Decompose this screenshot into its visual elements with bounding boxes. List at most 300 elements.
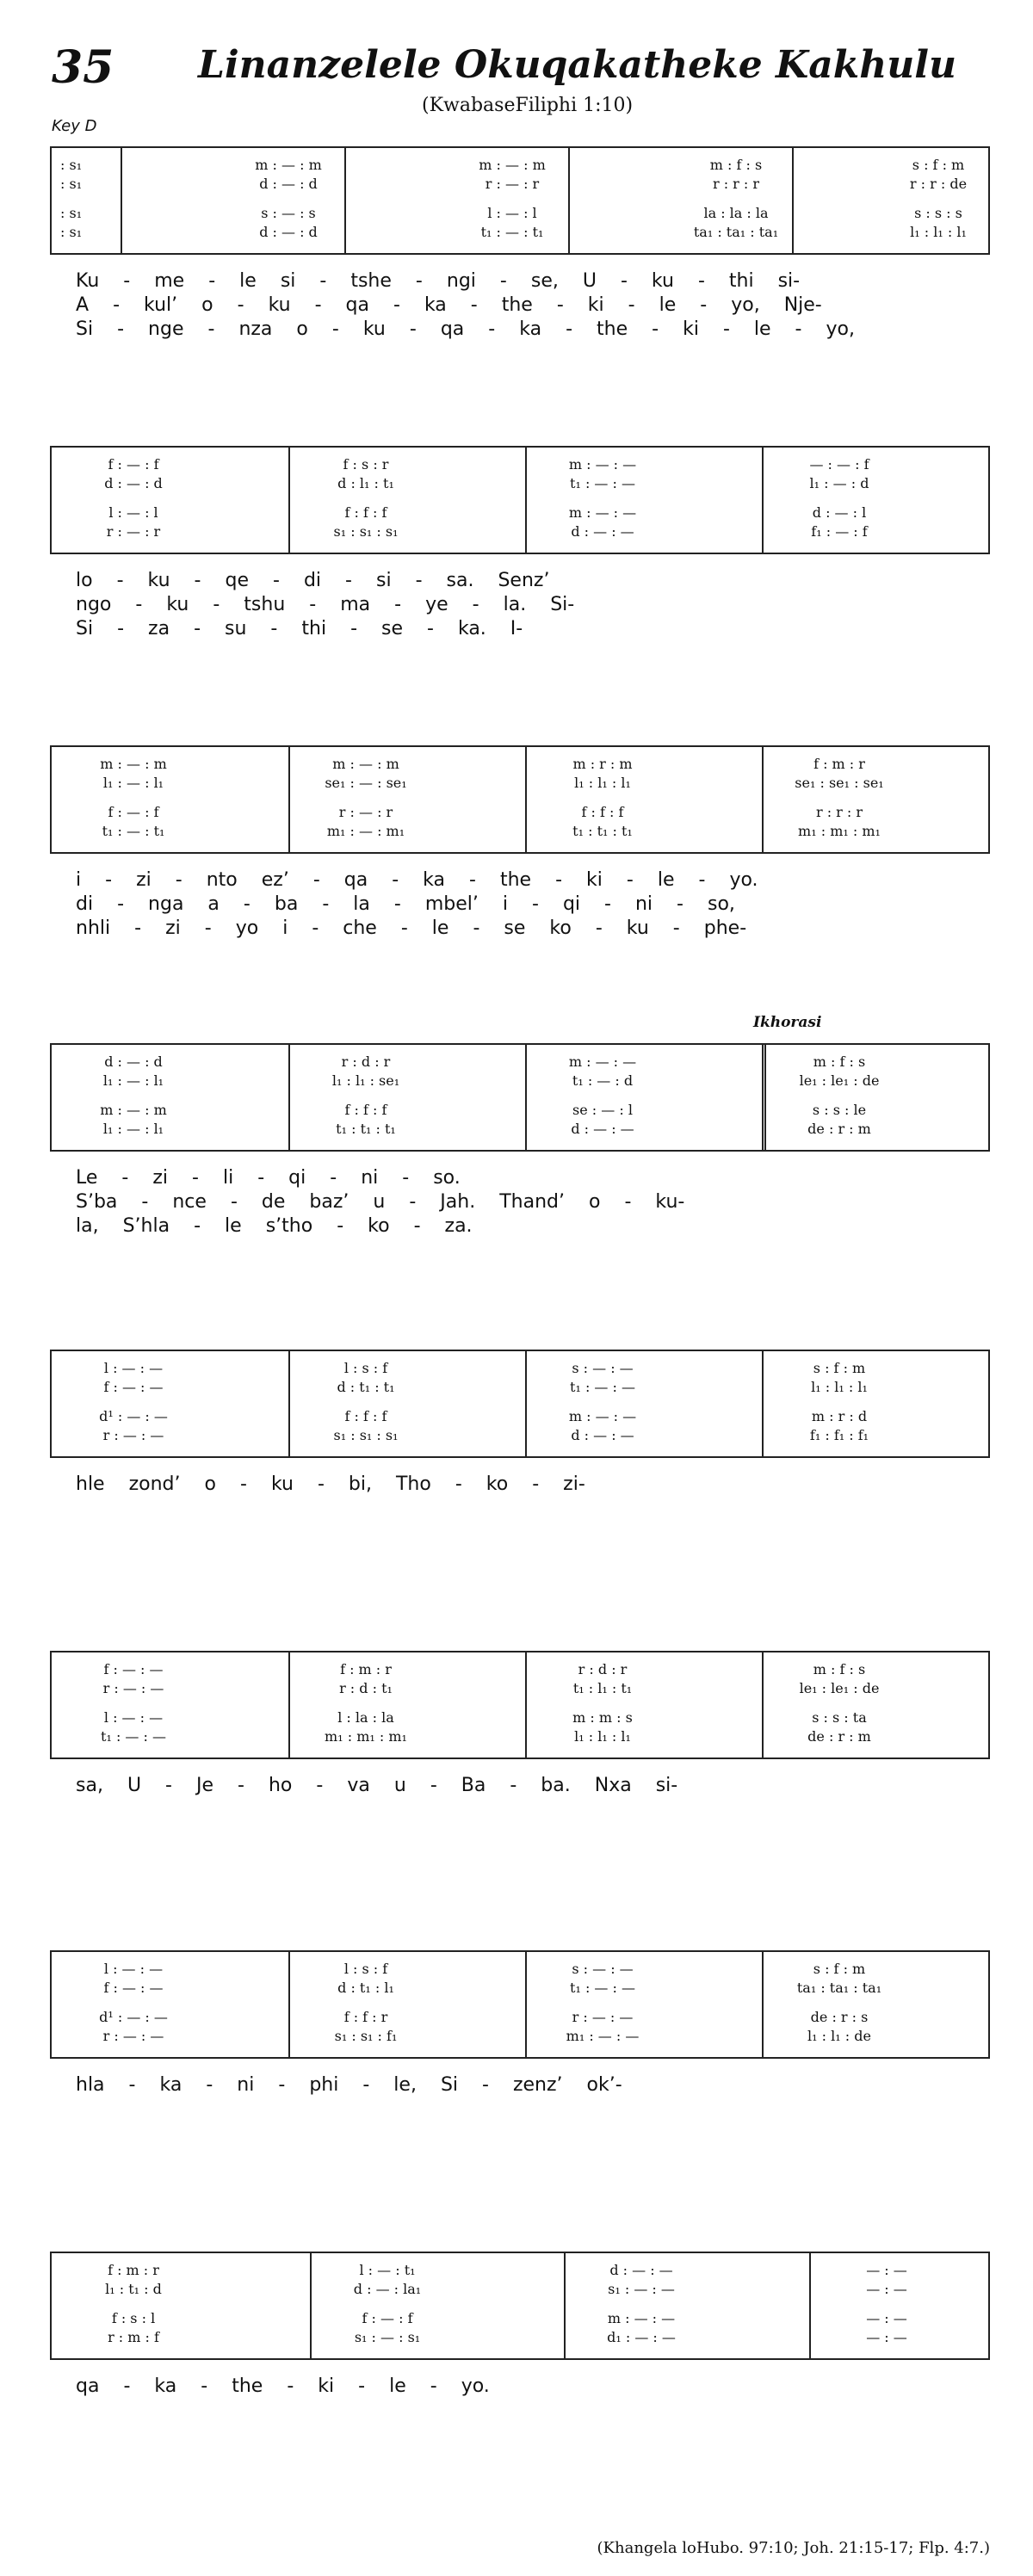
solfa-notes: m : — : m <box>332 756 399 772</box>
lyric-syllable: - <box>230 1191 238 1213</box>
solfa-notes: s : s : le <box>812 1102 867 1118</box>
lyric-syllable: ba. <box>541 1775 571 1796</box>
lyric-syllable: - <box>697 270 705 292</box>
solfa-notes: m₁ : m₁ : m₁ <box>325 1728 407 1745</box>
lyric-syllable: Ku <box>76 270 100 292</box>
solfa-notes: d : — : — <box>571 523 634 540</box>
lyrics-block <box>50 570 990 656</box>
lyric-syllable: - <box>331 318 339 340</box>
solfa-notes: d : — : d <box>104 1053 163 1070</box>
lyric-syllable: - <box>134 917 142 939</box>
solfa-notes: d : — : d <box>259 176 318 192</box>
tonic-solfa-staff <box>50 446 990 554</box>
solfa-notes: s : f : m <box>813 1360 866 1376</box>
solfa-notes: f : — : — <box>103 1379 164 1395</box>
lyric-syllable: the <box>501 294 533 316</box>
lyric-line <box>76 893 981 915</box>
lyric-syllable: de <box>261 1191 286 1213</box>
lyric-syllable: li <box>222 1167 234 1189</box>
solfa-notes: ta₁ : ta₁ : ta₁ <box>796 1980 882 1996</box>
solfa-notes: l₁ : l₁ : l₁ <box>574 775 631 791</box>
solfa-notes: r : — : — <box>102 1427 164 1443</box>
tonic-solfa-staff <box>50 1043 990 1152</box>
tonic-solfa-staff <box>50 1350 990 1458</box>
solfa-notes: s₁ : s₁ : f₁ <box>334 2028 398 2044</box>
lyric-syllable: nza <box>238 318 273 340</box>
bar-line <box>121 148 122 253</box>
lyric-syllable: the <box>597 318 628 340</box>
solfa-notes: f : f : f <box>344 504 387 521</box>
lyric-syllable: - <box>358 2375 366 2397</box>
lyric-syllable: - <box>213 594 220 615</box>
solfa-notes: s₁ : s₁ : s₁ <box>333 1427 399 1443</box>
solfa-notes: t₁ : — : — <box>570 1379 635 1395</box>
tonic-solfa-staff <box>50 2252 990 2360</box>
chorus-label: Ikhorasi <box>753 1014 822 1031</box>
solfa-notes: l : s : f <box>343 1961 388 1977</box>
lyric-syllable: o <box>204 1473 216 1495</box>
lyric-syllable: - <box>194 1215 201 1237</box>
lyric-syllable: - <box>105 869 113 891</box>
lyric-syllable: kul’ <box>144 294 178 316</box>
lyrics-block <box>50 1775 990 1861</box>
solfa-notes: l : — : — <box>103 1961 164 1977</box>
solfa-notes: l₁ : l₁ : l₁ <box>910 224 967 240</box>
solfa-notes: l₁ : — : d <box>809 475 869 491</box>
solfa-notes: f : m : r <box>813 756 865 772</box>
lyric-syllable: bi, <box>348 1473 372 1495</box>
solfa-notes: s : s : ta <box>812 1709 867 1726</box>
solfa-notes: l₁ : l₁ : l₁ <box>811 1379 868 1395</box>
solfa-notes: d₁ : — : — <box>607 2329 676 2345</box>
lyric-syllable: - <box>316 1775 324 1796</box>
lyric-syllable: Thand’ <box>499 1191 565 1213</box>
solfa-notes: se₁ : — : se₁ <box>325 775 407 791</box>
lyric-syllable: - <box>472 594 479 615</box>
solfa-notes: m : f : s <box>813 1053 866 1070</box>
lyric-syllable: - <box>427 618 434 639</box>
solfa-notes: m : — : — <box>607 2310 676 2326</box>
lyric-syllable: - <box>470 294 478 316</box>
solfa-notes: f₁ : — : f <box>811 523 868 540</box>
lyric-syllable: - <box>117 618 125 639</box>
lyric-syllable: Si- <box>550 594 575 615</box>
solfa-notes: f : f : r <box>343 2009 388 2025</box>
lyric-syllable: Ba <box>461 1775 486 1796</box>
lyric-syllable: - <box>532 1473 540 1495</box>
lyric-syllable: - <box>393 893 401 915</box>
lyric-syllable: le <box>657 869 675 891</box>
lyric-syllable: o <box>588 1191 601 1213</box>
lyric-syllable: - <box>194 618 201 639</box>
lyric-syllable: - <box>317 1473 325 1495</box>
lyric-syllable: - <box>394 594 402 615</box>
lyric-syllable: Senz’ <box>498 570 550 591</box>
lyric-syllable: che <box>343 917 377 939</box>
solfa-notes: f : — : f <box>108 804 159 820</box>
lyric-syllable: o <box>201 294 213 316</box>
lyric-syllable: ngo <box>76 594 112 615</box>
lyric-syllable: - <box>312 917 319 939</box>
tonic-solfa-staff <box>50 1950 990 2059</box>
solfa-notes: f : — : f <box>362 2310 413 2326</box>
footer-references: (Khangela loHubo. 97:10; Joh. 21:15-17; Flp. 4:7.) <box>597 2539 990 2557</box>
lyric-syllable: - <box>413 1215 421 1237</box>
lyrics-block <box>50 1473 990 1560</box>
lyric-syllable: - <box>273 570 280 591</box>
solfa-notes: : s₁ <box>60 224 83 240</box>
lyric-syllable: ez’ <box>261 869 289 891</box>
lyric-syllable: Le <box>76 1167 98 1189</box>
lyric-syllable: ni <box>237 2074 255 2096</box>
solfa-notes: r : r : de <box>909 176 968 192</box>
lyric-syllable: u <box>373 1191 386 1213</box>
lyric-syllable: - <box>337 1215 344 1237</box>
lyric-syllable: zenz’ <box>512 2074 563 2096</box>
lyric-syllable: qi <box>288 1167 306 1189</box>
lyric-syllable: Si <box>440 2074 459 2096</box>
lyric-line <box>76 869 981 891</box>
solfa-notes: d : — : l <box>812 504 867 521</box>
lyric-syllable: la <box>353 893 370 915</box>
lyric-syllable: di <box>76 893 94 915</box>
lyric-syllable: va <box>347 1775 370 1796</box>
solfa-notes: s₁ : s₁ : s₁ <box>333 523 399 540</box>
lyric-syllable: - <box>620 270 628 292</box>
lyric-syllable: - <box>192 1167 199 1189</box>
solfa-notes: d : l₁ : t₁ <box>337 475 394 491</box>
solfa-notes: m : f : s <box>709 157 763 173</box>
lyric-syllable: - <box>409 1191 417 1213</box>
lyric-syllable: i <box>282 917 288 939</box>
scripture-reference: (KwabaseFiliphi 1:10) <box>422 95 634 116</box>
lyric-syllable: - <box>239 1473 247 1495</box>
lyric-syllable: ni <box>634 893 653 915</box>
lyric-syllable: - <box>350 618 358 639</box>
lyric-syllable: nce <box>172 1191 207 1213</box>
hymn-title: Linanzelele Okuqakatheke Kakhulu <box>198 43 956 87</box>
solfa-notes: l : — : — <box>103 1709 164 1726</box>
lyric-syllable: lo <box>76 570 93 591</box>
solfa-notes: t₁ : — : d <box>572 1072 634 1089</box>
lyric-syllable: ho <box>268 1775 293 1796</box>
lyric-line <box>76 1473 981 1495</box>
music-system <box>50 146 990 356</box>
solfa-notes: l₁ : t₁ : d <box>105 2281 162 2297</box>
solfa-notes: r : — : — <box>572 2009 634 2025</box>
lyric-syllable: qi <box>562 893 581 915</box>
lyric-syllable: le <box>431 917 449 939</box>
lyric-syllable: Je <box>196 1775 214 1796</box>
lyric-syllable: thi <box>301 618 327 639</box>
solfa-notes: f : m : r <box>108 2262 159 2278</box>
solfa-notes: l : — : l <box>487 205 537 221</box>
solfa-notes: l₁ : — : l₁ <box>102 1121 164 1137</box>
tonic-solfa-staff <box>50 1651 990 1759</box>
lyric-syllable: ki <box>318 2375 335 2397</box>
solfa-notes: f : m : r <box>340 1661 392 1677</box>
lyric-syllable: - <box>469 869 476 891</box>
lyric-syllable: - <box>312 869 320 891</box>
solfa-notes: r : d : r <box>578 1661 628 1677</box>
lyric-syllable: - <box>175 869 182 891</box>
key-signature: Key D <box>52 117 97 135</box>
solfa-notes: l : s : f <box>343 1360 388 1376</box>
lyric-syllable: la, <box>76 1215 99 1237</box>
solfa-notes: le₁ : le₁ : de <box>799 1072 880 1089</box>
solfa-notes: l : — : l <box>108 504 158 521</box>
solfa-notes: d : — : — <box>609 2262 673 2278</box>
lyric-syllable: tshu <box>244 594 286 615</box>
lyric-syllable: - <box>400 917 408 939</box>
solfa-notes: la : la : la <box>703 205 769 221</box>
lyric-syllable: - <box>123 270 131 292</box>
lyric-syllable: - <box>237 294 244 316</box>
lyric-syllable: - <box>123 2375 131 2397</box>
lyric-syllable: nhli <box>76 917 111 939</box>
lyric-line <box>76 594 981 615</box>
solfa-notes: de : r : s <box>810 2009 869 2025</box>
lyric-line <box>76 1215 981 1237</box>
lyric-syllable: zi <box>152 1167 169 1189</box>
lyric-syllable: yo. <box>461 2375 490 2397</box>
lyric-syllable: - <box>270 618 278 639</box>
lyric-syllable: o <box>296 318 308 340</box>
lyric-syllable: - <box>652 318 659 340</box>
lyric-line <box>76 917 981 939</box>
solfa-notes: — : — <box>866 2281 907 2297</box>
lyric-syllable: Si <box>76 318 94 340</box>
lyric-syllable: le <box>753 318 771 340</box>
lyrics-block <box>50 1167 990 1253</box>
lyric-syllable: ka <box>424 294 447 316</box>
lyric-syllable: ki <box>587 294 604 316</box>
solfa-notes: se₁ : se₁ : se₁ <box>795 775 884 791</box>
lyric-syllable: su <box>225 618 247 639</box>
lyrics-block <box>50 270 990 356</box>
lyric-syllable: si <box>280 270 296 292</box>
solfa-notes: t₁ : t₁ : t₁ <box>336 1121 396 1137</box>
solfa-notes: r : d : t₁ <box>339 1680 393 1696</box>
solfa-notes: d : — : — <box>571 1427 634 1443</box>
lyric-syllable: - <box>556 294 564 316</box>
lyric-syllable: ko <box>549 917 572 939</box>
solfa-notes: — : — : f <box>809 456 869 473</box>
lyric-syllable: - <box>624 1191 632 1213</box>
lyric-syllable: - <box>314 294 322 316</box>
lyric-syllable: nga <box>148 893 184 915</box>
solfa-notes: s : — : — <box>572 1360 634 1376</box>
lyric-syllable: - <box>499 270 507 292</box>
lyric-syllable: - <box>165 1775 172 1796</box>
lyric-syllable: - <box>510 1775 517 1796</box>
lyric-syllable: Nje- <box>783 294 822 316</box>
solfa-notes: — : — <box>866 2310 907 2326</box>
lyric-syllable: - <box>113 294 121 316</box>
solfa-notes: l₁ : — : l₁ <box>102 1072 164 1089</box>
lyric-syllable: yo. <box>729 869 758 891</box>
solfa-notes: f : f : f <box>581 804 624 820</box>
lyric-syllable: yo, <box>731 294 760 316</box>
solfa-notes: d : — : d <box>104 475 163 491</box>
lyric-syllable: zond’ <box>128 1473 181 1495</box>
lyric-syllable: i <box>502 893 508 915</box>
lyric-syllable: ku <box>651 270 674 292</box>
lyric-syllable: ka. <box>457 618 486 639</box>
lyric-syllable: sa. <box>446 570 474 591</box>
solfa-notes: — : — <box>866 2329 907 2345</box>
lyric-syllable: - <box>201 2375 208 2397</box>
lyric-line <box>76 270 981 292</box>
solfa-notes: f : — : f <box>108 456 159 473</box>
solfa-notes: s : f : m <box>912 157 965 173</box>
solfa-notes: r : m : f <box>108 2329 159 2345</box>
lyric-syllable: - <box>345 570 352 591</box>
solfa-notes: s : — : — <box>572 1961 634 1977</box>
lyric-syllable: sa, <box>76 1775 103 1796</box>
solfa-notes: m : — : m <box>100 1102 167 1118</box>
lyrics-block <box>50 2375 990 2462</box>
lyric-syllable: - <box>409 318 417 340</box>
hymn-header <box>52 34 981 155</box>
lyric-syllable: nto <box>206 869 238 891</box>
lyric-syllable: - <box>700 294 708 316</box>
lyric-syllable: le, <box>393 2074 417 2096</box>
solfa-notes: r : — : r <box>106 523 161 540</box>
solfa-notes: l₁ : l₁ : de <box>807 2028 871 2044</box>
lyric-syllable: ku <box>362 318 386 340</box>
solfa-notes: t₁ : — : — <box>570 475 635 491</box>
lyric-syllable: - <box>128 2074 136 2096</box>
solfa-notes: : s₁ <box>60 205 83 221</box>
solfa-notes: r : d : r <box>341 1053 391 1070</box>
lyric-syllable: ka <box>423 869 446 891</box>
lyric-syllable: - <box>482 2074 489 2096</box>
solfa-notes: d : t₁ : l₁ <box>337 1980 394 1996</box>
solfa-notes: se : — : l <box>572 1102 633 1118</box>
lyric-syllable: a <box>207 893 220 915</box>
music-system <box>50 1350 990 1560</box>
solfa-notes: r : — : — <box>102 1680 164 1696</box>
lyric-syllable: za <box>148 618 170 639</box>
lyric-syllable: U <box>127 1775 142 1796</box>
lyric-syllable: - <box>392 869 399 891</box>
solfa-notes: — : — <box>866 2262 907 2278</box>
solfa-notes: r : r : r <box>712 176 760 192</box>
lyric-syllable: - <box>626 869 634 891</box>
solfa-notes: l : la : la <box>337 1709 394 1726</box>
lyric-syllable: qa <box>440 318 465 340</box>
lyric-syllable: le <box>659 294 677 316</box>
solfa-notes: f : f : f <box>344 1408 387 1424</box>
lyric-line <box>76 618 981 639</box>
lyric-syllable: the <box>232 2375 263 2397</box>
music-system <box>50 1651 990 1861</box>
lyric-syllable: ok’- <box>586 2074 622 2096</box>
solfa-notes: ta₁ : ta₁ : ta₁ <box>693 224 779 240</box>
lyric-line <box>76 1775 981 1796</box>
lyric-syllable: so, <box>707 893 735 915</box>
lyric-syllable: - <box>698 869 706 891</box>
lyric-syllable: i <box>76 869 82 891</box>
lyric-syllable: u <box>393 1775 406 1796</box>
solfa-notes: t₁ : — : — <box>101 1728 166 1745</box>
lyric-syllable: S’hla <box>122 1215 170 1237</box>
music-system <box>50 745 990 955</box>
lyric-syllable: A <box>76 294 90 316</box>
lyric-syllable: si- <box>777 270 801 292</box>
lyric-line <box>76 570 981 591</box>
solfa-notes: : s₁ <box>60 157 83 173</box>
solfa-notes: l : — : — <box>103 1360 164 1376</box>
solfa-notes: t₁ : — : — <box>570 1980 635 1996</box>
lyric-syllable: - <box>415 570 423 591</box>
lyric-syllable: ko <box>368 1215 390 1237</box>
lyric-syllable: - <box>207 318 215 340</box>
solfa-notes: s : — : s <box>261 205 316 221</box>
solfa-notes: m : — : — <box>568 504 637 521</box>
lyric-syllable: - <box>117 318 125 340</box>
lyrics-block <box>50 2074 990 2160</box>
lyric-syllable: le <box>239 270 257 292</box>
lyric-syllable: hla <box>76 2074 105 2096</box>
lyric-syllable: - <box>257 1167 265 1189</box>
lyric-syllable: za. <box>444 1215 473 1237</box>
lyric-syllable: tshe <box>350 270 392 292</box>
lyric-syllable: ku <box>270 1473 294 1495</box>
lyric-syllable: le <box>389 2375 406 2397</box>
lyric-syllable: zi <box>136 869 152 891</box>
solfa-notes: l₁ : — : l₁ <box>102 775 164 791</box>
solfa-notes: m : — : m <box>255 157 322 173</box>
lyric-syllable: qa <box>343 869 368 891</box>
solfa-notes: m : r : m <box>572 756 633 772</box>
lyric-syllable: s’tho <box>265 1215 313 1237</box>
lyric-syllable: - <box>795 318 802 340</box>
solfa-notes: de : r : m <box>807 1121 871 1137</box>
solfa-notes: l₁ : l₁ : l₁ <box>574 1728 631 1745</box>
solfa-notes: r : — : r <box>338 804 393 820</box>
solfa-notes: d : — : — <box>571 1121 634 1137</box>
lyric-syllable: ku <box>147 570 170 591</box>
solfa-notes: s₁ : — : s₁ <box>354 2329 421 2345</box>
lyric-syllable: Si <box>76 618 94 639</box>
solfa-notes: t₁ : t₁ : t₁ <box>572 823 633 839</box>
lyric-syllable: le <box>225 1215 242 1237</box>
lyric-syllable: - <box>204 917 212 939</box>
lyric-syllable: - <box>677 893 684 915</box>
lyric-line <box>76 1167 981 1189</box>
solfa-notes: d¹ : — : — <box>99 1408 168 1424</box>
lyric-syllable: ku- <box>655 1191 685 1213</box>
solfa-notes: le₁ : le₁ : de <box>799 1680 880 1696</box>
lyric-syllable: - <box>531 893 539 915</box>
lyric-syllable: la. <box>503 594 527 615</box>
lyric-syllable: baz’ <box>309 1191 349 1213</box>
lyric-syllable: Tho <box>395 1473 431 1495</box>
lyric-syllable: ko <box>486 1473 509 1495</box>
solfa-notes: m₁ : — : m₁ <box>326 823 405 839</box>
lyric-syllable: se <box>504 917 526 939</box>
lyric-syllable: - <box>194 570 201 591</box>
solfa-notes: s : s : s <box>914 205 962 221</box>
solfa-notes: m : r : d <box>811 1408 868 1424</box>
lyric-syllable: - <box>455 1473 462 1495</box>
lyric-syllable: ka <box>154 2375 177 2397</box>
lyric-syllable: Jah. <box>440 1191 476 1213</box>
lyric-syllable: me <box>154 270 185 292</box>
lyric-syllable: - <box>238 1775 244 1796</box>
